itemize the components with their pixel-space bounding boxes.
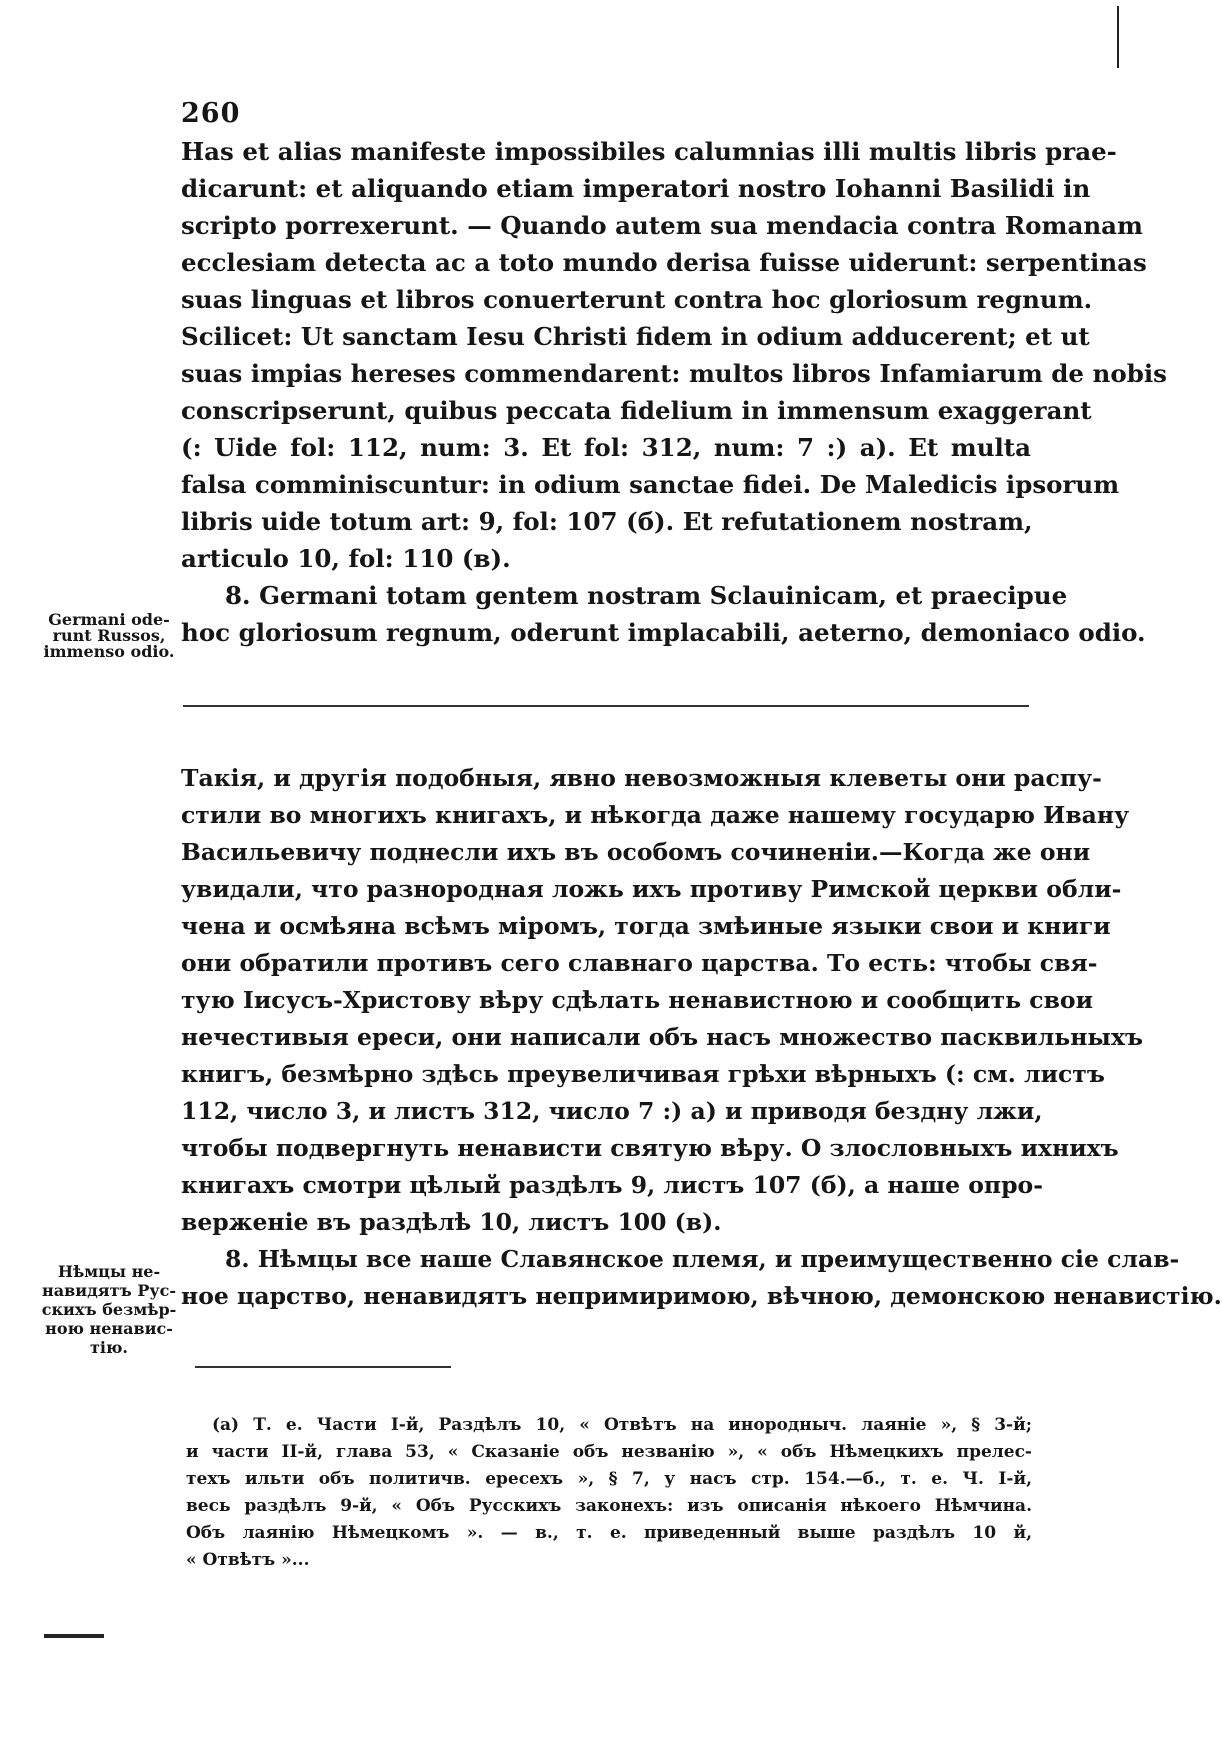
margin-note-line: ною ненавис- <box>45 1319 173 1338</box>
margin-note-line: навидятъ Рус- <box>42 1281 176 1300</box>
footnote-line: Объ лаянію Нѣмецкомъ ». — в., т. е. приведенный выше раздѣлъ 10 й, <box>186 1523 1032 1543</box>
margin-note-line: runt Russos, <box>52 626 166 645</box>
russian-line: Такія, и другія подобныя, явно невозможныя клеветы они распу- <box>181 764 1102 792</box>
latin-line: (: Uide fol: 112, num: 3. Et fol: 312, num: 7 :) a). Et multa <box>181 433 1031 462</box>
latin-line: falsa comminiscuntur: in odium sanctae fidei. De Maledicis ipsorum <box>181 470 1120 499</box>
footnote-line: техъ ильти объ политичв. ересехъ », § 7, у насъ стр. 154.—б., т. е. Ч. І-й, <box>186 1469 1032 1489</box>
footnote-line: весь раздѣлъ 9-й, « Объ Русскихъ законехъ: изъ описанія нѣкоего Нѣмчина. <box>186 1496 1032 1516</box>
margin-note-line: Germani ode- <box>48 610 170 629</box>
latin-line: Has et alias manifeste impossibiles calumnias illi multis libris prae- <box>181 137 1117 166</box>
latin-line: suas linguas et libros conuerterunt contra hoc gloriosum regnum. <box>181 285 1093 314</box>
latin-line: conscripserunt, quibus peccata fidelium in immensum exaggerant <box>181 396 1092 425</box>
margin-note-line: Нѣмцы не- <box>57 1262 161 1281</box>
russian-paragraph-8-line: 8. Нѣмцы все наше Славянское племя, и преимущественно сіе слав- <box>225 1245 1180 1273</box>
latin-line: ecclesiam detecta ac a toto mundo derisa fuisse uiderunt: serpentinas <box>181 248 1147 277</box>
russian-line: тую Іисусъ-Христову вѣру сдѣлать ненавистною и сообщить свои <box>181 986 1094 1014</box>
margin-note-line: тію. <box>90 1338 128 1357</box>
footnote-line: (а) Т. е. Части І-й, Раздѣлъ 10, « Отвѣтъ на инородныч. лаяніе », § 3-й; <box>212 1415 1032 1435</box>
margin-note-line: immenso odio. <box>43 642 175 661</box>
section-divider-rule <box>183 705 1029 707</box>
russian-line: чена и осмѣяна всѣмъ міромъ, тогда змѣиные языки свои и книги <box>181 912 1111 940</box>
footnote-line: « Отвѣтъ »... <box>186 1550 310 1570</box>
russian-line: чтобы подвергнуть ненависти святую вѣру. О злословныхъ ихнихъ <box>181 1134 1119 1162</box>
russian-paragraph-8-line: ное царство, ненавидятъ непримиримою, вѣчною, демонскою ненавистію. <box>181 1282 1222 1310</box>
russian-line: верженіе въ раздѣлѣ 10, листъ 100 (в). <box>181 1208 722 1236</box>
russian-text-block <box>181 760 1222 1315</box>
latin-paragraph-8-line: hoc gloriosum regnum, oderunt implacabili, aeterno, demoniaco odio. <box>181 618 1146 647</box>
latin-line: libris uide totum art: 9, fol: 107 (б). Et refutationem nostram, <box>181 507 1033 536</box>
latin-line: dicarunt: et aliquando etiam imperatori nostro Iohanni Basilidi in <box>181 174 1091 203</box>
latin-line: articulo 10, fol: 110 (в). <box>181 544 511 573</box>
margin-note-line: скихъ безмѣр- <box>41 1300 177 1319</box>
russian-line: книгахъ смотри цѣлый раздѣлъ 9, листъ 107 (б), а наше опро- <box>181 1171 1043 1199</box>
latin-line: suas impias hereses commendarent: multos libros Infamiarum de nobis <box>181 359 1167 388</box>
russian-line: книгъ, безмѣрно здѣсь преувеличивая грѣхи вѣрныхъ (: см. листъ <box>181 1060 1105 1088</box>
scan-dash-mark <box>44 1634 104 1638</box>
latin-line: Scilicet: Ut sanctam Iesu Christi fidem in odium adducerent; et ut <box>181 322 1090 351</box>
scan-edge-line <box>1117 6 1119 68</box>
latin-paragraph-8-line: 8. Germani totam gentem nostram Sclauinicam, et praecipue <box>225 581 1068 610</box>
latin-margin-note <box>38 612 180 660</box>
russian-line: стили во многихъ книгахъ, и нѣкогда даже нашему государю Ивану <box>181 801 1130 829</box>
page-number: 260 <box>181 98 241 129</box>
russian-line: они обратили противъ сего славнаго царства. То есть: чтобы свя- <box>181 949 1098 977</box>
russian-line: Васильевичу поднесли ихъ въ особомъ сочиненіи.—Когда же они <box>181 838 1091 866</box>
russian-margin-note <box>38 1262 180 1357</box>
russian-line: увидали, что разнородная ложь ихъ противу Римской церкви обли- <box>181 875 1122 903</box>
footnote-line: и части II-й, глава 53, « Сказаніе объ незванію », « объ Нѣмецкихъ прелес- <box>186 1442 1032 1462</box>
footnote-block <box>186 1412 1032 1574</box>
latin-text-block <box>181 133 1167 651</box>
russian-line: 112, число 3, и листъ 312, число 7 :) а) и приводя бездну лжи, <box>181 1097 1043 1125</box>
latin-line: scripto porrexerunt. — Quando autem sua mendacia contra Romanam <box>181 211 1143 240</box>
russian-line: нечестивыя ереси, они написали объ насъ множество пасквильныхъ <box>181 1023 1144 1051</box>
footnote-separator-rule <box>195 1366 451 1368</box>
